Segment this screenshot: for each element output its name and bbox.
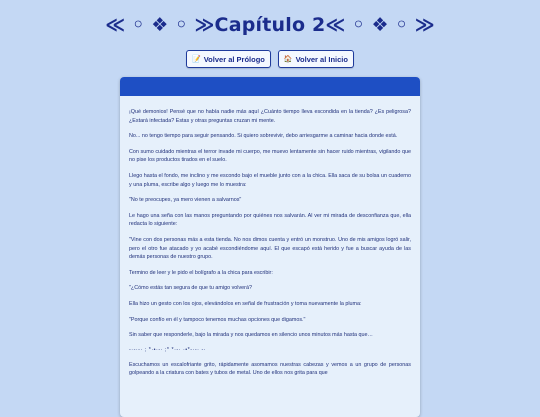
paragraph: Sin saber que responderle, bajo la mirada y nos quedamos en silencio unos minutos más hasta que… bbox=[129, 332, 373, 339]
back-to-home-button[interactable] bbox=[278, 50, 354, 68]
house-icon: 🏠 bbox=[283, 55, 293, 63]
paragraph: ¡Qué demonios! Pensé que no había nadie más aquí ¿Cuánto tiempo lleva escondida en la tienda? ¿Es peligrosa? ¿Estará infectada? Estas y otras preguntas cruzan mi mente. bbox=[129, 109, 411, 124]
paragraph: Ella hizo un gesto con los ojos, elevándolos en señal de frustración y toma nuevamente la pluma: bbox=[129, 300, 362, 307]
paragraph: "No te preocupes, ya mero vienen a salvarnos" bbox=[129, 197, 242, 204]
paragraph: "Porque confío en él y tampoco tenemos muchas opciones que digamos." bbox=[129, 316, 306, 323]
paragraph: Llego hasta el fondo, me inclino y me escondo bajo el mueble junto con a la chica. Ella saca de su bolsa un cuaderno y una pluma, escribe algo y luego me lo muestra: bbox=[129, 172, 411, 188]
chapter-header bbox=[0, 0, 540, 48]
paragraph: "Vine con dos personas más a esta tienda. No nos dimos cuenta y entró un monstruo. Uno de mis amigos logró salir, pero el otro fue atacado y yo acabé escondiéndome aquí. El que escapó está herido y fue a buscar ayuda de las demás personas de nuestro grupo. bbox=[129, 236, 411, 261]
memo-icon: 📝 bbox=[192, 55, 201, 63]
back-to-prologue-button[interactable] bbox=[186, 50, 271, 68]
back-to-prologue-label: Volver al Prólogo bbox=[203, 54, 265, 64]
chapter-nav bbox=[0, 50, 540, 68]
chapter-title: ≪ ◦ ❖ ◦ ≫Capítulo 2≪ ◦ ❖ ◦ ≫ bbox=[105, 14, 435, 36]
paragraph: Con sumo cuidado mientras el terror invade mi cuerpo, me muevo lentamente sin hacer ruido mientras, vigilando que no pise los productos tirados en el suelo. bbox=[129, 148, 411, 164]
paragraph: "¿Cómo estás tan segura de que tu amigo volverá? bbox=[129, 285, 252, 292]
chapter-content-panel bbox=[120, 77, 420, 417]
content-header-bar bbox=[120, 77, 420, 96]
paragraph: Termino de leer y le pido el bolígrafo a la chica para escribir: bbox=[129, 269, 273, 276]
paragraph: No... no tengo tiempo para seguir pensando. Si quiero sobrevivir, debo arriesgarme a caminar hacia donde está. bbox=[129, 133, 398, 140]
paragraph: Le hago una seña con las manos preguntando por quiénes nos salvarán. Al ver mi mirada de desconfianza que, ella redacta lo siguiente: bbox=[129, 212, 411, 228]
back-to-home-label: Volver al Inicio bbox=[295, 54, 348, 64]
scene-divider: -·-·-· ; *·•·-· ;* *·-· ·•*-·-· -· bbox=[129, 346, 207, 353]
paragraph: Escuchamos un escalofriante grito, rápidamente asomamos nuestras cabezas y vemos a un grupo de personas golpeando a la criatura con bates y tubos de metal. Uno de ellos nos grita para que bbox=[129, 361, 411, 377]
chapter-text bbox=[120, 96, 420, 378]
